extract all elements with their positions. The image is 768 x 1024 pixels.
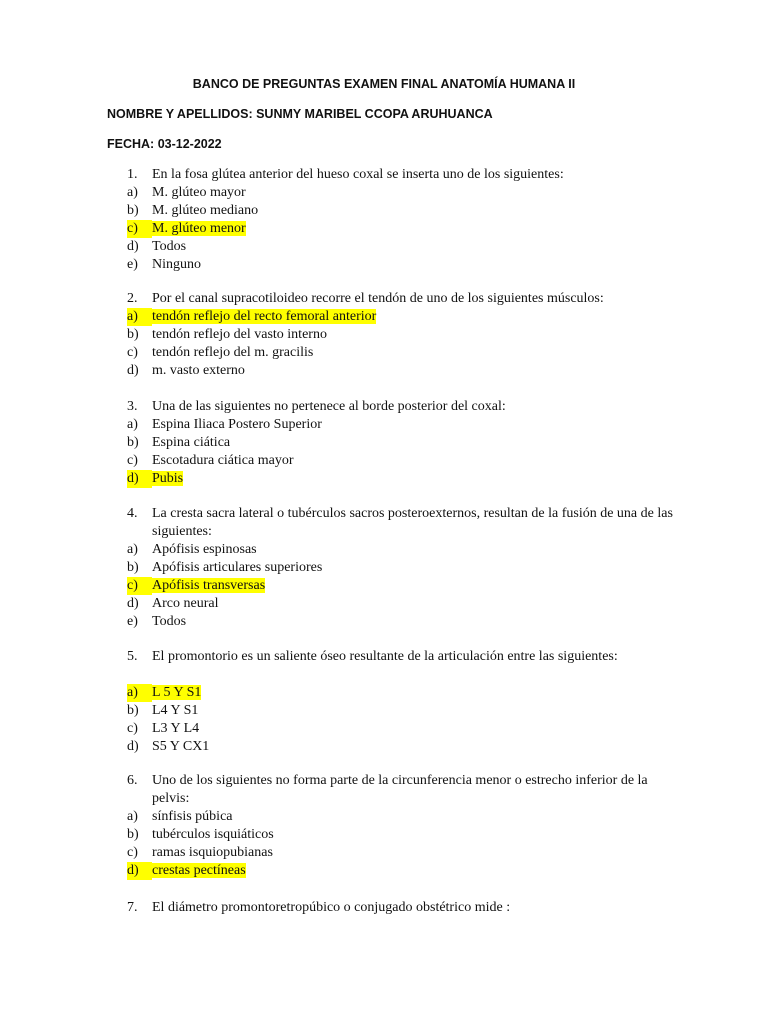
- option-letter: c): [127, 345, 138, 360]
- answer-option-highlighted: [127, 862, 687, 880]
- answer-option: [127, 541, 687, 559]
- question-2: [127, 290, 687, 380]
- exam-date-line: FECHA: 03-12-2022: [107, 137, 222, 151]
- question-number: 4.: [127, 506, 138, 521]
- answer-option: [127, 844, 687, 862]
- option-text: Pubis: [152, 471, 184, 486]
- answer-option: [127, 238, 687, 256]
- option-letter: c): [127, 577, 152, 595]
- answer-option-highlighted: [127, 308, 687, 326]
- question-stem: Una de las siguientes no pertenece al borde posterior del coxal:: [152, 399, 506, 414]
- blank-line: [127, 666, 687, 684]
- question-text: [127, 899, 687, 917]
- option-text: M. glúteo mediano: [152, 203, 259, 218]
- option-text: Apófisis articulares superiores: [152, 560, 323, 575]
- question-stem: Uno de los siguientes no forma parte de la circunferencia menor o estrecho inferior de la pelvis:: [152, 773, 648, 806]
- answer-option: [127, 326, 687, 344]
- question-text: [127, 398, 687, 416]
- option-letter: d): [127, 239, 139, 254]
- option-text: Apófisis transversas: [152, 578, 266, 593]
- option-text: tendón reflejo del m. gracilis: [152, 345, 314, 360]
- question-stem: La cresta sacra lateral o tubérculos sacros posteroexternos, resultan de la fusión de una de las siguientes:: [152, 506, 673, 539]
- question-text: [127, 772, 687, 808]
- question-stem: El diámetro promontoretropúbico o conjugado obstétrico mide :: [152, 900, 511, 915]
- option-letter: c): [127, 220, 152, 238]
- question-number: 2.: [127, 291, 138, 306]
- answer-option: [127, 344, 687, 362]
- option-text: ramas isquiopubianas: [152, 845, 273, 860]
- answer-option: [127, 202, 687, 220]
- option-text: sínfisis púbica: [152, 809, 233, 824]
- option-text: crestas pectíneas: [152, 863, 246, 878]
- option-letter: b): [127, 327, 139, 342]
- question-7: [127, 899, 687, 917]
- answer-option: [127, 595, 687, 613]
- question-number: 3.: [127, 399, 138, 414]
- option-letter: d): [127, 596, 139, 611]
- option-text: L3 Y L4: [152, 721, 200, 736]
- option-letter: d): [127, 862, 152, 880]
- student-name-line: NOMBRE Y APELLIDOS: SUNMY MARIBEL CCOPA ARUHUANCA: [107, 107, 493, 121]
- question-4: [127, 505, 687, 631]
- option-text: tubérculos isquiáticos: [152, 827, 274, 842]
- answer-option: [127, 434, 687, 452]
- option-letter: d): [127, 470, 152, 488]
- option-letter: e): [127, 614, 138, 629]
- answer-option: [127, 184, 687, 202]
- question-3: [127, 398, 687, 488]
- answer-option: [127, 613, 687, 631]
- question-number: 7.: [127, 900, 138, 915]
- option-text: Todos: [152, 239, 187, 254]
- option-text: Espina Iliaca Postero Superior: [152, 417, 322, 432]
- answer-option-highlighted: [127, 470, 687, 488]
- answer-option: [127, 808, 687, 826]
- question-stem: El promontorio es un saliente óseo resultante de la articulación entre las siguientes:: [152, 649, 618, 664]
- question-6: [127, 772, 687, 880]
- answer-option-highlighted: [127, 577, 687, 595]
- option-letter: b): [127, 435, 139, 450]
- option-text: Arco neural: [152, 596, 219, 611]
- option-text: tendón reflejo del vasto interno: [152, 327, 327, 342]
- option-letter: a): [127, 417, 138, 432]
- question-text: [127, 166, 687, 184]
- question-number: 1.: [127, 167, 138, 182]
- option-letter: e): [127, 257, 138, 272]
- option-text: Todos: [152, 614, 187, 629]
- option-text: S5 Y CX1: [152, 739, 210, 754]
- option-letter: d): [127, 739, 139, 754]
- question-text: [127, 505, 687, 541]
- question-stem: En la fosa glútea anterior del hueso coxal se inserta uno de los siguientes:: [152, 167, 564, 182]
- option-letter: c): [127, 845, 138, 860]
- option-letter: a): [127, 542, 138, 557]
- option-letter: b): [127, 560, 139, 575]
- answer-option: [127, 362, 687, 380]
- option-text: M. glúteo mayor: [152, 185, 246, 200]
- document-title: BANCO DE PREGUNTAS EXAMEN FINAL ANATOMÍA HUMANA II: [192, 77, 576, 91]
- question-stem: Por el canal supracotiloideo recorre el tendón de uno de los siguientes músculos:: [152, 291, 604, 306]
- question-text: [127, 648, 687, 666]
- option-letter: c): [127, 721, 138, 736]
- option-text: Apófisis espinosas: [152, 542, 257, 557]
- option-text: L4 Y S1: [152, 703, 199, 718]
- option-text: Espina ciática: [152, 435, 231, 450]
- answer-option-highlighted: [127, 220, 687, 238]
- option-letter: a): [127, 308, 152, 326]
- question-text: [127, 290, 687, 308]
- option-text: tendón reflejo del recto femoral anterior: [152, 309, 377, 324]
- option-text: M. glúteo menor: [152, 221, 246, 236]
- answer-option-highlighted: [127, 684, 687, 702]
- option-letter: b): [127, 203, 139, 218]
- option-letter: a): [127, 185, 138, 200]
- option-letter: a): [127, 684, 152, 702]
- question-1: [127, 166, 687, 274]
- option-text: L 5 Y S1: [152, 685, 202, 700]
- answer-option: [127, 738, 687, 756]
- option-letter: b): [127, 827, 139, 842]
- option-letter: b): [127, 703, 139, 718]
- question-number: 6.: [127, 773, 138, 788]
- option-text: m. vasto externo: [152, 363, 245, 378]
- question-number: 5.: [127, 649, 138, 664]
- option-letter: c): [127, 453, 138, 468]
- option-letter: a): [127, 809, 138, 824]
- answer-option: [127, 702, 687, 720]
- option-text: Ninguno: [152, 257, 201, 272]
- answer-option: [127, 559, 687, 577]
- answer-option: [127, 720, 687, 738]
- option-text: Escotadura ciática mayor: [152, 453, 294, 468]
- option-letter: d): [127, 363, 139, 378]
- answer-option: [127, 452, 687, 470]
- answer-option: [127, 256, 687, 274]
- answer-option: [127, 826, 687, 844]
- question-5: [127, 648, 687, 756]
- answer-option: [127, 416, 687, 434]
